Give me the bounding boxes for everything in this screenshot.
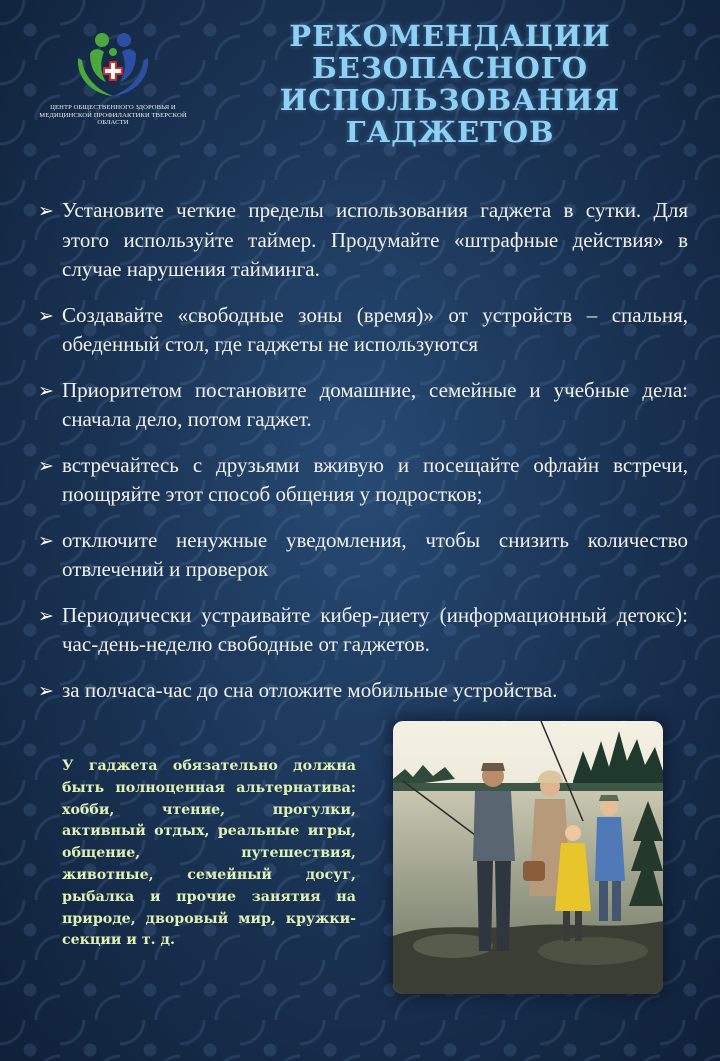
arrow-bullet-icon: ➢ bbox=[38, 379, 54, 402]
arrow-bullet-icon: ➢ bbox=[38, 604, 54, 627]
arrow-bullet-icon: ➢ bbox=[38, 529, 54, 552]
arrow-bullet-icon: ➢ bbox=[38, 200, 54, 222]
arrow-bullet-icon: ➢ bbox=[38, 679, 54, 702]
arrow-bullet-icon: ➢ bbox=[38, 304, 54, 327]
recommendation-item bbox=[38, 301, 688, 360]
recommendation-text: отключите ненужные уведомления, чтобы снизить количество отвлечений и проверок bbox=[62, 527, 688, 581]
recommendation-text: Периодически устраивайте кибер-диету (информационный детокс): час-день-неделю свободные от гаджетов. bbox=[62, 602, 688, 656]
arrow-bullet-icon: ➢ bbox=[38, 454, 54, 477]
title-line: ИСПОЛЬЗОВАНИЯ bbox=[279, 83, 621, 117]
recommendation-text: встречайтесь с друзьями вживую и посещайте офлайн встречи, поощряйте этот способ общения у подростков; bbox=[62, 452, 688, 506]
recommendation-item bbox=[38, 376, 688, 435]
family-fishing-photo bbox=[393, 721, 663, 994]
recommendation-text: за полчаса-час до сна отложите мобильные устройства. bbox=[62, 677, 558, 702]
recommendation-text: Установите четкие пределы использования гаджета в сутки. Для этого используйте таймер. Продумайте «штрафные действия» в случае нарушения тайминга. bbox=[62, 198, 688, 281]
alternative-paragraph: У гаджета обязательно должна быть полноценная альтернатива: хобби, чтение, прогулки, активный отдых, реальные игры, общение, путешествия, животные, семейный досуг, рыбалка и прочие занятия на природе, дворовый мир, кружки-секции и т. д. bbox=[62, 758, 356, 949]
recommendation-item bbox=[38, 601, 688, 660]
recommendation-item bbox=[38, 451, 688, 510]
recommendation-item bbox=[38, 676, 688, 706]
recommendations-list bbox=[38, 196, 688, 721]
title-line: РЕКОМЕНДАЦИИ bbox=[289, 19, 611, 53]
organization-logo bbox=[38, 28, 188, 127]
recommendation-text: Приоритетом постановите домашние, семейные и учебные дела: сначала дело, потом гаджет. bbox=[62, 377, 688, 431]
recommendation-item bbox=[38, 526, 688, 585]
recommendation-item bbox=[38, 196, 688, 285]
title-line: БЕЗОПАСНОГО bbox=[311, 51, 589, 85]
recommendation-text: Создавайте «свободные зоны (время)» от устройств – спальня, обеденный стол, где гаджеты не используются bbox=[62, 302, 688, 356]
logo-caption: ЦЕНТР ОБЩЕСТВЕННОГО ЗДОРОВЬЯ И МЕДИЦИНСКОЙ ПРОФИЛАКТИКИ ТВЕРСКОЙ ОБЛАСТИ bbox=[39, 104, 187, 127]
family-cross-logo-icon bbox=[72, 28, 154, 100]
title-line: ГАДЖЕТОВ bbox=[345, 115, 555, 149]
page-title bbox=[250, 20, 650, 148]
